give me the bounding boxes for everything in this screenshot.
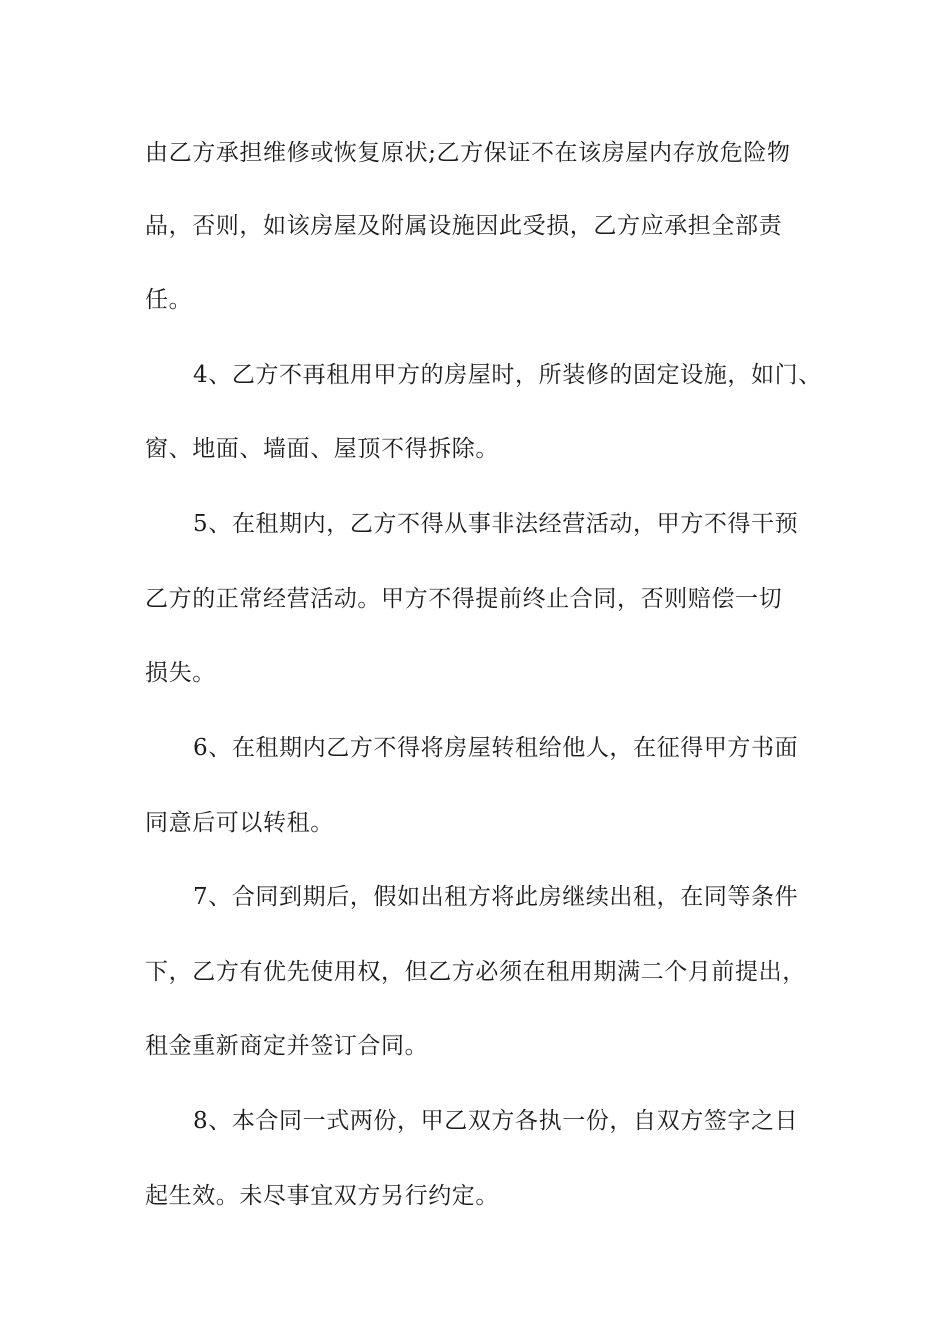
text-line: 租金重新商定并签订合同。 [145,1033,429,1059]
text-line: 损失。 [145,660,216,686]
clause-8-line: 8、本合同一式两份，甲乙双方各执一份，自双方签字之日 [193,1108,799,1134]
text-line: 由乙方承担维修或恢复原状;乙方保证不在该房屋内存放危险物 [145,140,791,166]
text-line: 任。 [145,287,193,313]
clause-7-line: 7、合同到期后，假如出租方将此房继续出租，在同等条件 [193,884,799,910]
text-line: 起生效。未尽事宜双方另行约定。 [145,1183,499,1209]
clause-4-line: 4、乙方不再租用甲方的房屋时，所装修的固定设施，如门、 [193,362,822,388]
clause-5-line: 5、在租期内，乙方不得从事非法经营活动，甲方不得干预 [193,511,799,537]
text-line: 品，否则，如该房屋及附属设施因此受损，乙方应承担全部责 [145,213,783,239]
text-line: 乙方的正常经营活动。甲方不得提前终止合同，否则赔偿一切 [145,586,783,612]
text-line: 同意后可以转租。 [145,810,334,836]
text-line: 下，乙方有优先使用权，但乙方必须在租用期满二个月前提出， [145,959,806,985]
text-line: 窗、地面、墙面、屋顶不得拆除。 [145,436,499,462]
clause-6-line: 6、在租期内乙方不得将房屋转租给他人，在征得甲方书面 [193,735,799,761]
